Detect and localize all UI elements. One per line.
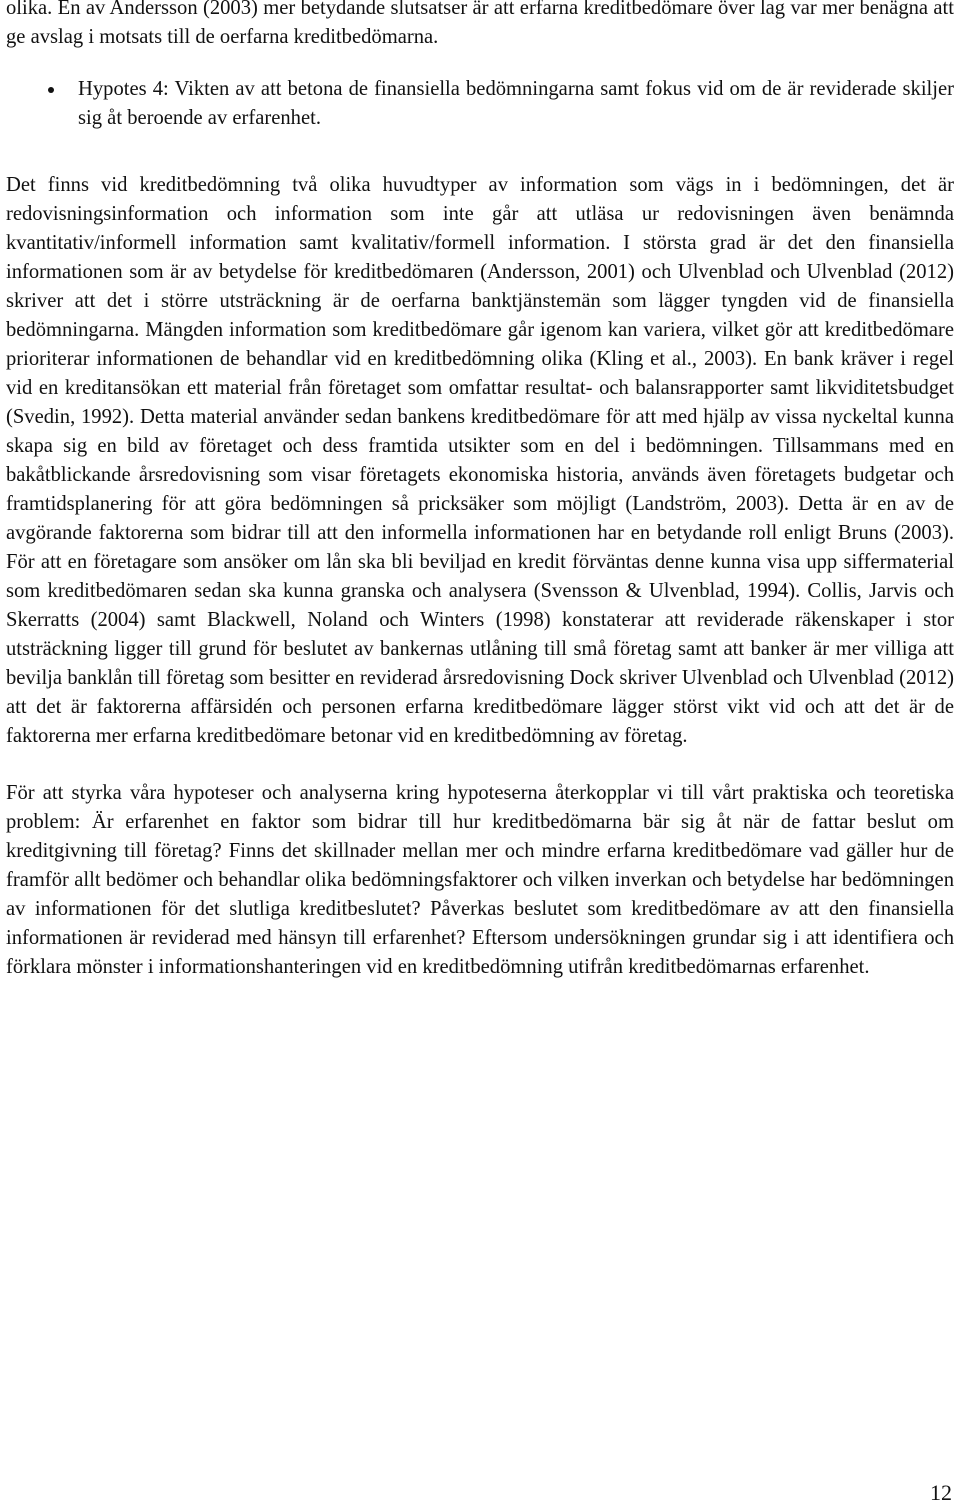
hypothesis-text: Hypotes 4: Vikten av att betona de finansiella bedömningarna samt fokus vid om de är reviderade skiljer sig åt beroende av erfarenhet. (78, 78, 954, 129)
hypothesis-bullet-item (78, 75, 954, 133)
document-page (6, 0, 954, 982)
page-number: 12 (930, 1480, 952, 1505)
body-paragraph-2: För att styrka våra hypoteser och analyserna kring hypoteserna återkopplar vi till vårt praktiska och teoretiska problem: Är erfarenhet en faktor som bidrar till hur kreditbedömarna bär sig åt när de fattar beslut om kreditgivning till företag? Finns det skillnader mellan mer och mindre erfarna kreditbedömare vad gäller hur de framför allt bedömer och behandlar olika bedömningsfaktorer och vilken inverkan och betydelse har bedömningen av informationen för det slutliga kreditbeslutet? Påverkas beslutet som kreditbedömare av att den finansiella informationen är reviderad med hänsyn till erfarenhet? Eftersom undersökningen grundar sig i att identifiera och förklara mönster i informationshanteringen vid en kreditbedömning utifrån kreditbedömarnas erfarenhet. (6, 782, 954, 978)
carryover-paragraph: olika. En av Andersson (2003) mer betydande slutsatser är att erfarna kreditbedömare över lag var mer benägna att ge avslag i motsats till de oerfarna kreditbedömarna. (6, 0, 954, 48)
bullet-icon (48, 87, 54, 93)
body-paragraph-1: Det finns vid kreditbedömning två olika huvudtyper av information som vägs in i bedömningen, det är redovisningsinformation och information som inte går att utläsa ur redovisningen även benämnda kvantitativ/informell information samt kvalitativ/formell information. I största grad är det den finansiella informationen som är av betydelse för kreditbedömaren (Andersson, 2001) och Ulvenblad och Ulvenblad (2012) skriver att det i större utsträckning är de oerfarna banktjänstemän som lägger tyngden vid de finansiella bedömningarna. Mängden information som kreditbedömare går igenom kan variera, vilket gör att kreditbedömare prioriterar informationen de behandlar vid en kreditbedömning olika (Kling et al., 2003). En bank kräver i regel vid en kreditansökan ett material från företaget som omfattar resultat- och balansrapporter samt likviditetsbudget (Svedin, 1992). Detta material använder sedan bankens kreditbedömare för att med hjälp av vissa nyckeltal kunna skapa sig en bild av företaget och dess framtida utsikter som en del i bedömningen. Tillsammans med en bakåtblickande årsredovisning som visar företagets ekonomiska historia, används även företagets budgetar och framtidsplanering för att göra bedömningen så pricksäker som möjligt (Landström, 2003). Detta är en av de avgörande faktorerna som bidrar till att den informella informationen har en betydande roll enligt Bruns (2003). För att en företagare som ansöker om lån ska bli beviljad en kredit förväntas denne kunna visa upp siffermaterial som kreditbedömaren sedan ska kunna granska och analysera (Svensson & Ulvenblad, 1994). Collis, Jarvis och Skerratts (2004) samt Blackwell, Noland och Winters (1998) konstaterar att reviderade räkenskaper i stor utsträckning ligger till grund för beslutet av bankernas utlåning till små företag samt att banker är mer villiga att bevilja banklån till företag som besitter en reviderad årsredovisning Dock skriver Ulvenblad och Ulvenblad (2012) att det är faktorerna affärsidén och personen erfarna kreditbedömare lägger störst vikt vid och att det är de faktorerna mer erfarna kreditbedömare betonar vid en kreditbedömning av företag. (6, 174, 954, 747)
